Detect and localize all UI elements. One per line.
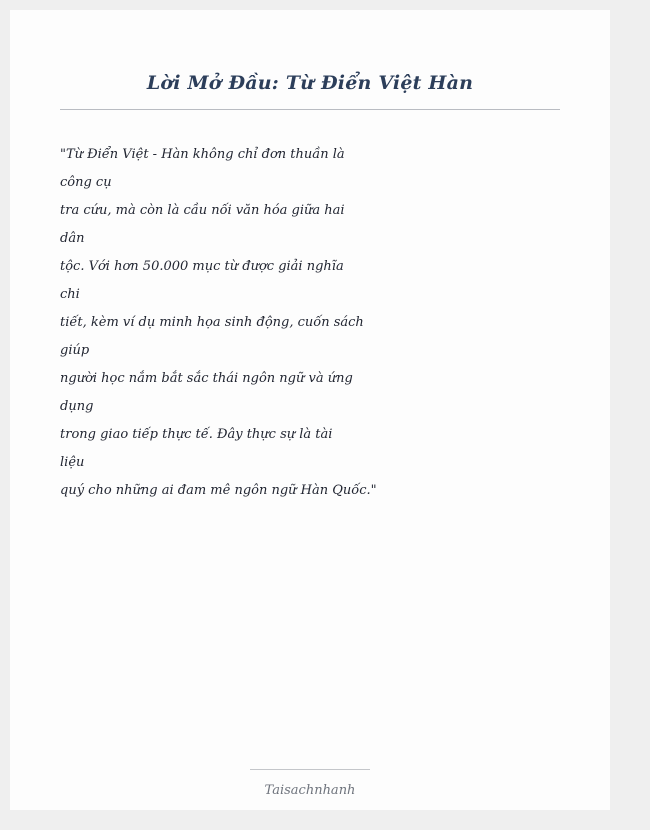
body-line: liệu (60, 455, 85, 470)
body-line: tiết, kèm ví dụ minh họa sinh động, cuốn sách (60, 315, 364, 330)
body-line: dân (60, 231, 85, 246)
body-line: dụng (60, 399, 94, 414)
page-title: Lời Mở Đầu: Từ Điển Việt Hàn (146, 72, 474, 94)
document-page (10, 10, 610, 810)
footer-divider (250, 769, 370, 770)
body-line: "Từ Điển Việt - Hàn không chỉ đơn thuần là (60, 147, 345, 162)
body-line: chi (60, 287, 80, 302)
body-line: tộc. Với hơn 50.000 mục từ được giải nghĩa (60, 259, 344, 274)
title-divider (60, 109, 560, 110)
body-paragraph (60, 141, 380, 505)
body-line: tra cứu, mà còn là cầu nối văn hóa giữa hai (60, 203, 345, 218)
body-line: trong giao tiếp thực tế. Đây thực sự là tài (60, 427, 333, 442)
body-line: người học nắm bắt sắc thái ngôn ngữ và ứng (60, 371, 353, 386)
footer-brand: Taisachnhanh (264, 783, 356, 798)
body-line: giúp (60, 343, 90, 358)
body-line: quý cho những ai đam mê ngôn ngữ Hàn Quốc." (60, 483, 377, 498)
body-line: công cụ (60, 175, 112, 190)
